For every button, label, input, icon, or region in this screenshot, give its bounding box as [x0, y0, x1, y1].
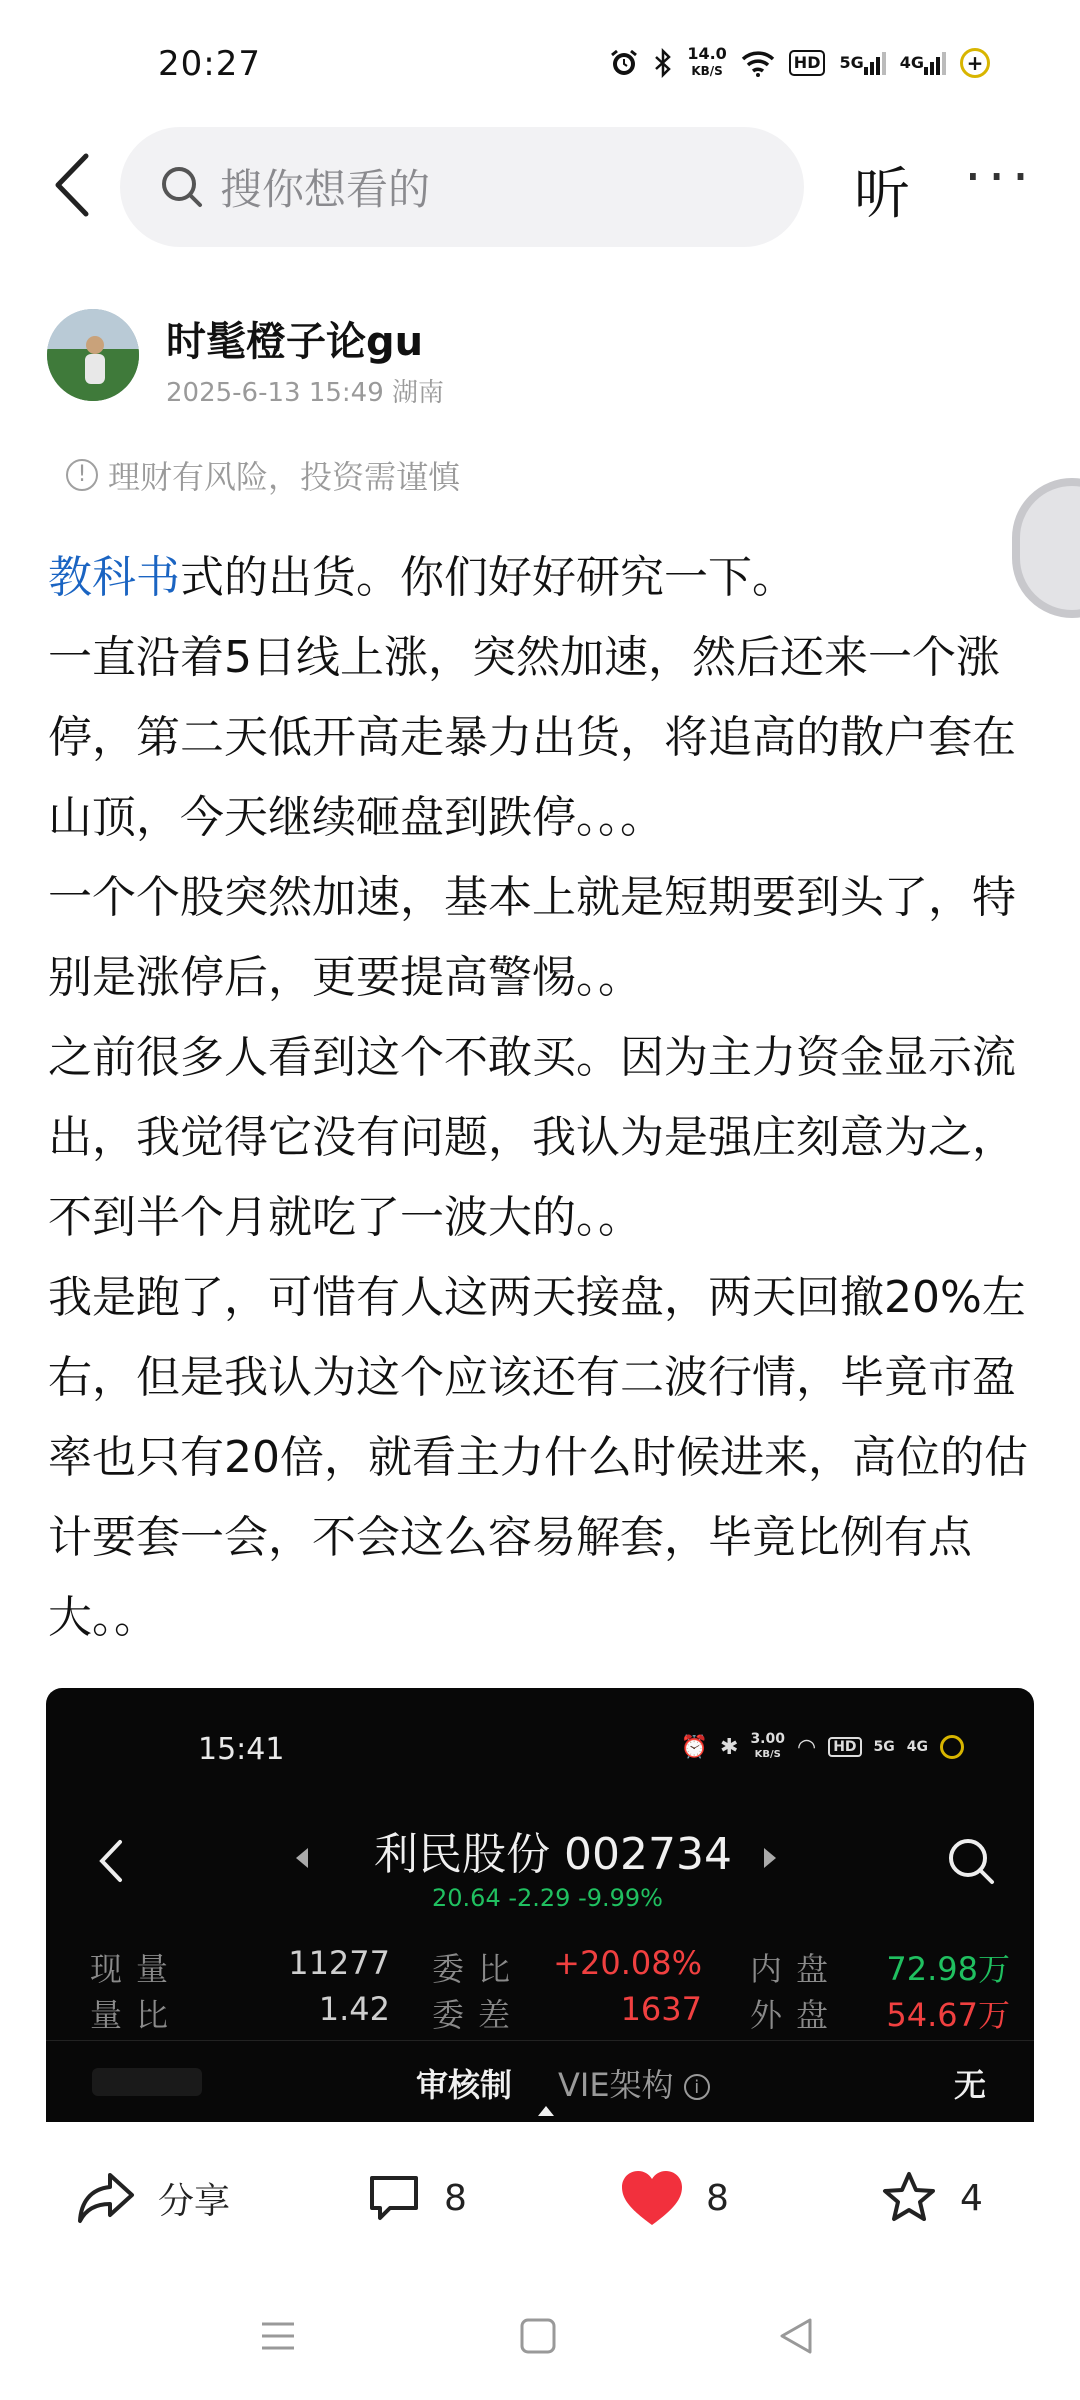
home-icon[interactable]	[518, 2316, 558, 2356]
net-speed: 3.00 KB/S	[750, 1731, 785, 1760]
embed-status-icons	[681, 1732, 964, 1762]
post-body	[48, 538, 1032, 1658]
net-speed: 14.0 KB/S	[687, 44, 727, 78]
stock-price: 20.64 -2.29 -9.99%	[432, 1884, 663, 1912]
prev-stock-icon	[296, 1848, 308, 1868]
tab-review-system: 审核制	[416, 2066, 513, 2104]
bluetooth-icon	[653, 48, 673, 78]
signal-4g-icon: 4G	[906, 1739, 928, 1755]
risk-notice: ! 理财有风险，投资需谨慎	[66, 452, 460, 498]
status-time: 20:27	[158, 44, 261, 84]
next-stock-icon	[764, 1848, 776, 1868]
star-icon	[880, 2170, 938, 2226]
tab-vie-structure: VIE架构 i	[558, 2060, 710, 2106]
search-icon	[158, 163, 206, 211]
like-button[interactable]	[620, 2169, 729, 2227]
stock-stat-row: 现量 11277 委比 +20.08% 内盘 72.98万	[90, 1944, 1010, 1988]
post-paragraph: 之前很多人看到这个不敢买。因为主力资金显示流出，我觉得它没有问题，我认为是强庄刻意为之，不到半个月就吃了一波大的。。	[48, 1032, 1016, 1243]
post-paragraph: 教科书式的出货。你们好好研究一下。	[48, 552, 796, 603]
tab-none: 无	[954, 2066, 987, 2104]
embed-status-time: 15:41	[198, 1732, 285, 1767]
system-nav-bar	[0, 2300, 1080, 2380]
embedded-stock-screenshot[interactable]	[46, 1688, 1034, 2122]
alarm-icon: ⏰	[680, 1734, 708, 1760]
battery-icon: +	[960, 48, 990, 78]
back-arrow-icon	[96, 1838, 126, 1884]
info-icon: i	[684, 2074, 710, 2100]
bluetooth-icon: ✱	[720, 1734, 739, 1760]
search-input[interactable]	[120, 127, 804, 247]
share-button[interactable]	[76, 2171, 230, 2225]
comment-button[interactable]	[366, 2172, 467, 2224]
share-icon	[76, 2171, 136, 2225]
wifi-icon	[741, 49, 775, 77]
topic-link[interactable]: 教科书	[48, 552, 180, 603]
back-button[interactable]	[50, 150, 96, 220]
alarm-icon	[609, 48, 639, 78]
divider	[46, 2040, 1034, 2041]
more-options-button[interactable]: ···	[964, 145, 1036, 210]
signal-5g-icon: 5G	[873, 1739, 895, 1755]
favorite-button[interactable]	[880, 2170, 983, 2226]
action-bar	[0, 2148, 1080, 2248]
listen-button[interactable]: 听	[854, 162, 910, 227]
share-label: 分享	[158, 2180, 231, 2222]
blurred-label	[92, 2068, 202, 2096]
post-paragraph: 我是跑了，可惜有人这两天接盘，两天回撤20%左右，但是我认为这个应该还有二波行情，毕竟市盈率也只有20倍，就看主力什么时候进来，高位的估计要套一会，不会这么容易解套，毕竟比例有点大。。	[48, 1272, 1028, 1643]
comment-icon	[366, 2172, 422, 2224]
author-name[interactable]: 时髦橙子论gu	[166, 319, 424, 365]
search-icon	[944, 1834, 998, 1888]
heart-icon	[620, 2169, 684, 2227]
battery-icon	[940, 1735, 964, 1759]
info-icon: !	[66, 459, 98, 491]
stock-title: 利民股份 002734	[374, 1829, 732, 1880]
back-nav-icon[interactable]	[776, 2316, 816, 2356]
wifi-icon: ◠	[796, 1734, 817, 1760]
hd-icon: HD	[828, 1737, 861, 1757]
signal-4g-icon: 4G	[900, 51, 946, 75]
tab-indicator-icon	[538, 2106, 554, 2116]
signal-5g-icon: 5G	[839, 51, 885, 75]
post-paragraph: 一个个股突然加速，基本上就是短期要到头了，特别是涨停后，更要提高警惕。。	[48, 872, 1016, 1003]
search-placeholder: 搜你想看的	[220, 165, 431, 214]
post-meta: 2025-6-13 15:49 湖南	[166, 378, 445, 408]
status-icons	[609, 46, 990, 79]
menu-icon[interactable]	[258, 2316, 298, 2356]
like-count: 8	[706, 2177, 729, 2219]
hd-icon: HD	[789, 50, 826, 76]
comment-count: 8	[444, 2177, 467, 2219]
favorite-count: 4	[960, 2177, 983, 2219]
stock-stat-row: 量比 1.42 委差 1637 外盘 54.67万	[90, 1990, 1010, 2034]
back-arrow-icon	[50, 150, 96, 220]
avatar[interactable]	[47, 309, 139, 401]
post-paragraph: 一直沿着5日线上涨，突然加速，然后还来一个涨停，第二天低开高走暴力出货，将追高的散户套在山顶，今天继续砸盘到跌停。。。	[48, 632, 1016, 843]
